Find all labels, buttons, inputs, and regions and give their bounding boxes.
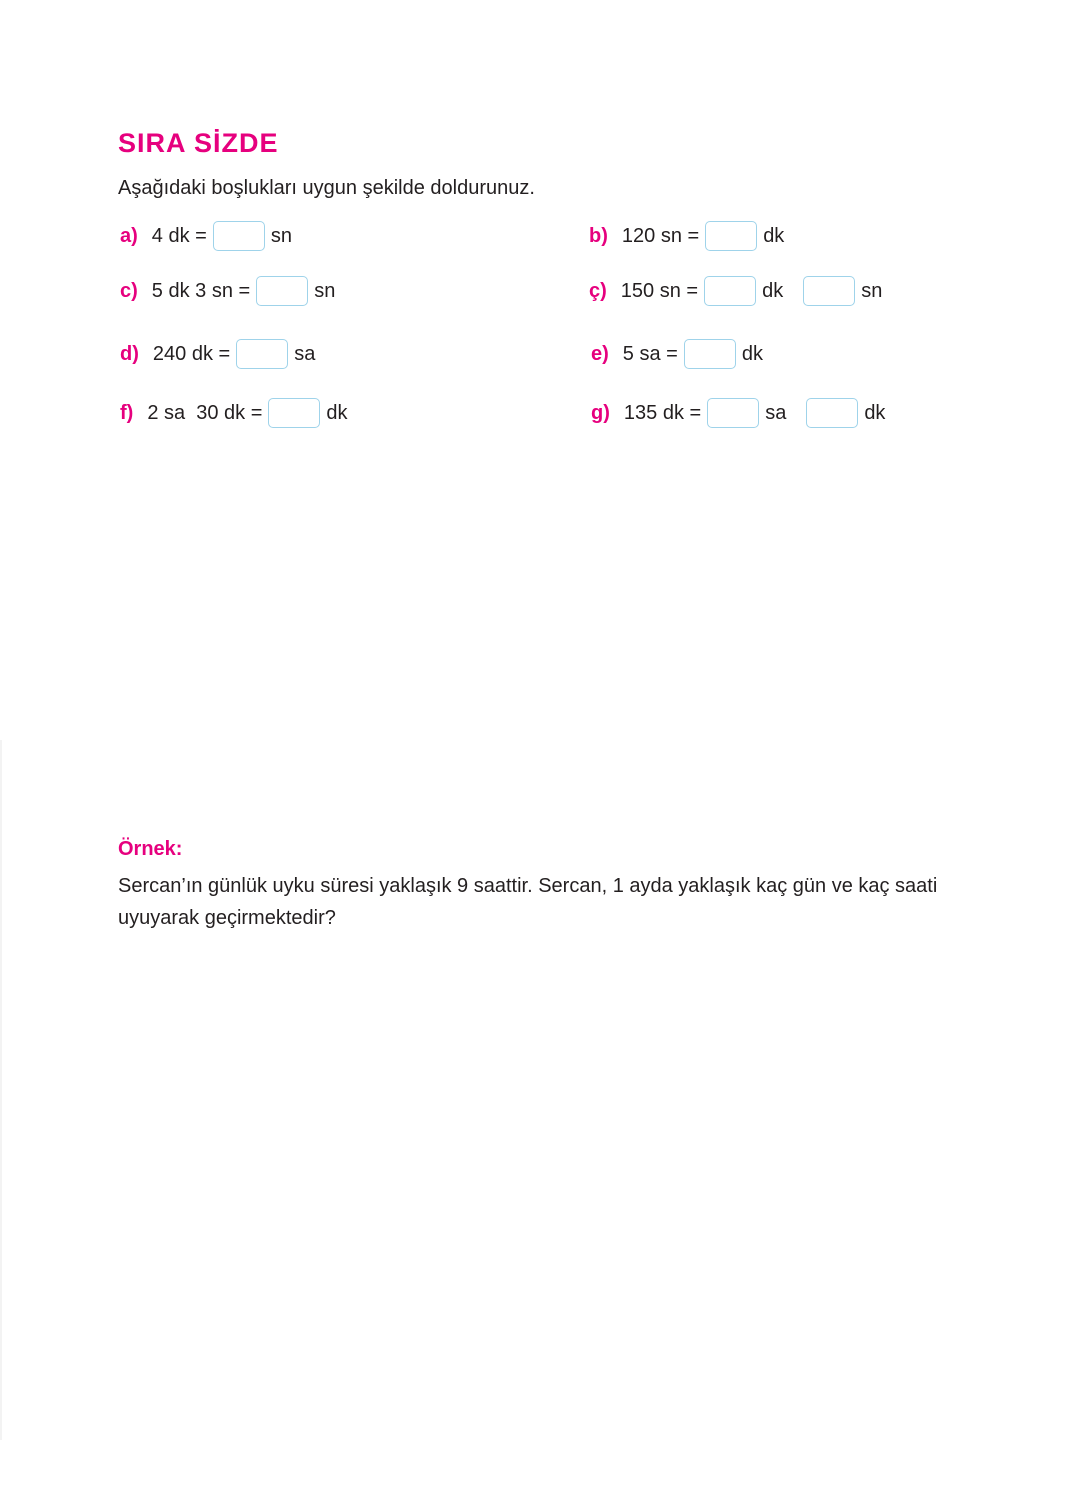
exercise-letter: c) <box>120 279 138 302</box>
example-label: Örnek: <box>118 838 183 860</box>
unit-label: sn <box>314 279 336 302</box>
exercise-expression: 135 dk = <box>623 401 702 424</box>
answer-box[interactable] <box>268 398 320 428</box>
answer-box[interactable] <box>803 276 855 306</box>
unit-label: sa <box>294 342 316 365</box>
exercise-b <box>589 219 798 253</box>
exercise-expression: 240 dk = <box>152 342 231 365</box>
unit-label: sa <box>765 401 787 424</box>
exercise-letter: e) <box>591 342 609 365</box>
answer-box[interactable] <box>806 398 858 428</box>
unit-label: dk <box>763 224 785 247</box>
exercise-e <box>591 337 777 371</box>
exercise-letter: g) <box>591 401 610 424</box>
answer-box[interactable] <box>684 339 736 369</box>
exercise-f <box>120 396 362 430</box>
exercise-letter: f) <box>120 401 134 424</box>
exercise-d <box>120 337 329 371</box>
answer-box[interactable] <box>707 398 759 428</box>
answer-box[interactable] <box>236 339 288 369</box>
unit-label: sn <box>861 279 883 302</box>
exercise-c <box>120 274 349 308</box>
unit-label: dk <box>326 401 348 424</box>
answer-box[interactable] <box>256 276 308 306</box>
example-question-text: Sercan’ın günlük uyku süresi yaklaşık 9 saattir. Sercan, 1 ayda yaklaşık kaç gün ve kaç saati uyuyarak geçirmektedir? <box>118 875 938 929</box>
exercise-expression: 150 sn = <box>620 279 699 302</box>
unit-label: dk <box>864 401 886 424</box>
unit-label: dk <box>741 342 763 365</box>
exercise-expression: 5 dk 3 sn = <box>151 279 251 302</box>
unit-label: sn <box>270 224 292 247</box>
exercise-g <box>591 396 899 430</box>
answer-box[interactable] <box>705 221 757 251</box>
exercise-letter: ç) <box>589 279 607 302</box>
exercise-expression: 4 dk = <box>151 224 207 247</box>
instruction-text: Aşağıdaki boşlukları uygun şekilde doldurunuz. <box>118 177 535 199</box>
exercise-c-cedilla <box>589 274 896 308</box>
exercise-a <box>120 219 306 253</box>
exercise-expression: 2 sa 30 dk = <box>147 401 263 424</box>
exercise-expression: 5 sa = <box>622 342 678 365</box>
exercise-letter: b) <box>589 224 608 247</box>
unit-label: dk <box>762 279 784 302</box>
exercise-letter: d) <box>120 342 139 365</box>
answer-box[interactable] <box>704 276 756 306</box>
section-title: SIRA SİZDE <box>118 128 279 158</box>
exercise-letter: a) <box>120 224 138 247</box>
exercise-expression: 120 sn = <box>621 224 700 247</box>
page-edge-line <box>0 740 2 1440</box>
answer-box[interactable] <box>213 221 265 251</box>
